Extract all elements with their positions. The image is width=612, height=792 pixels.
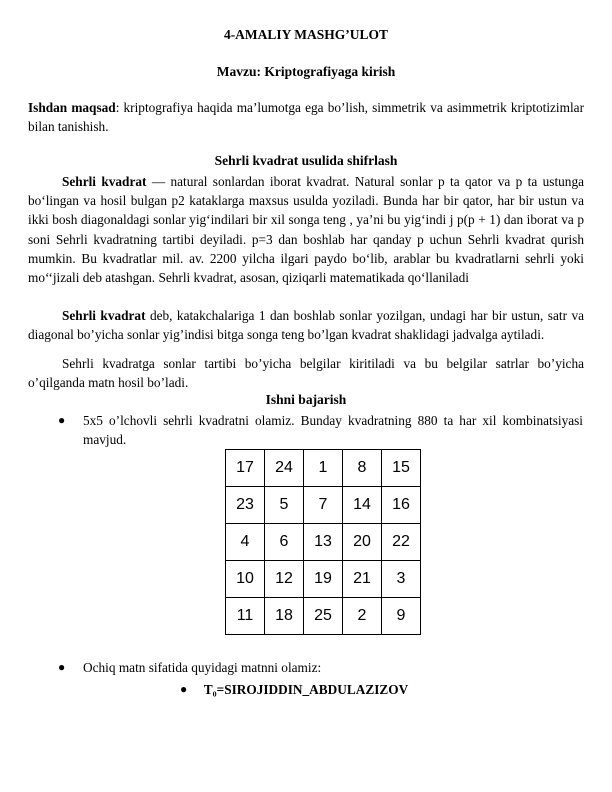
table-cell: 24 — [265, 450, 304, 487]
paragraph-encoding: Sehrli kvadratga sonlar tartibi bo’yicha belgilar kiritiladi va bu belgilar satrlar bo’yicha o’qilganda matn hosil bo’ladi. — [28, 356, 584, 391]
table-cell: 22 — [382, 524, 421, 561]
section-title-magic-square: Sehrli kvadrat usulida shifrlash — [214, 153, 398, 168]
table-cell: 20 — [343, 524, 382, 561]
table-cell: 3 — [382, 561, 421, 598]
table-cell: 19 — [304, 561, 343, 598]
table-cell: 5 — [265, 487, 304, 524]
table-cell: 23 — [226, 487, 265, 524]
table-cell: 2 — [343, 598, 382, 635]
term-sehrli-kvadrat: Sehrli kvadrat — [62, 174, 147, 189]
goal-label: Ishdan maqsad — [28, 100, 116, 115]
table-row — [226, 524, 421, 561]
table-cell: 21 — [343, 561, 382, 598]
table-cell: 17 — [226, 450, 265, 487]
table-cell: 14 — [343, 487, 382, 524]
table-row — [226, 487, 421, 524]
table-row — [226, 598, 421, 635]
table-cell: 12 — [265, 561, 304, 598]
paragraph-table-definition — [28, 306, 584, 344]
definition-text: — natural sonlardan iborat kvadrat. Natural sonlar p ta qator va p ta ustunga bo‘lingan va hosil bulgan p2 kataklarga maxsus usulda yoziladi. Bunda har bir qator, har bir ustun va ikki bosh diagonaldagi sonlar yig‘indilari bir xil songa teng , ya’ni bu yig‘indi j p(p + 1) dan iborat va p soni Sehrli kvadratning tartibi deyiladi. p=3 dan boshlab har qanday p uchun Sehrli kvadrat qurish mumkin. Bu kvadratlar mil. av. 2200 yilcha ilgari paydo bo‘lib, arablar bu kvadratlarni sehrli yoki mo‘‘jizali deb atashgan. Sehrli kvadrat, asosan, qiziqarli matematikada qo‘llaniladi — [28, 174, 585, 286]
bullet-icon: ● — [58, 660, 66, 674]
document-title: 4-AMALIY MASHG’ULOT — [223, 27, 389, 42]
table-row — [226, 561, 421, 598]
table-cell: 18 — [265, 598, 304, 635]
plaintext-row — [0, 682, 612, 698]
table-cell: 1 — [304, 450, 343, 487]
table-cell: 13 — [304, 524, 343, 561]
table-cell: 8 — [343, 450, 382, 487]
bullet-text-plaintext: Ochiq matn sifatida quyidagi matnni olamiz: — [83, 660, 322, 675]
section-title-work: Ishni bajarish — [265, 392, 347, 407]
paragraph-definition — [28, 172, 584, 287]
bullet-text-square: 5x5 o’lchovli sehrli kvadratni olamiz. Bunday kvadratning 880 ta har xil kombinatsiyasi mavjud. — [83, 413, 583, 448]
table-cell: 16 — [382, 487, 421, 524]
goal-paragraph — [28, 98, 584, 136]
table-cell: 25 — [304, 598, 343, 635]
table-row — [226, 450, 421, 487]
bullet-icon: ● — [180, 682, 188, 696]
bullet-icon: ● — [58, 413, 66, 427]
plaintext-value: T₀=SIROJIDDIN_ABDULAZIZOV — [203, 682, 409, 697]
table-cell: 7 — [304, 487, 343, 524]
table-cell: 15 — [382, 450, 421, 487]
table-definition-text: deb, katakchalariga 1 dan boshlab sonlar yozilgan, undagi har bir ustun, satr va diagonal bo’yicha sonlar yig’indisi bitga songa teng bo’lgan kvadrat shaklidagi jadvalga aytiladi. — [28, 308, 584, 343]
document-subject: Mavzu: Kriptografiyaga kirish — [216, 64, 396, 79]
term-sehrli-kvadrat-2: Sehrli kvadrat — [62, 308, 146, 323]
magic-square-table — [225, 449, 421, 635]
table-cell: 10 — [226, 561, 265, 598]
table-cell: 6 — [265, 524, 304, 561]
table-cell: 11 — [226, 598, 265, 635]
goal-text: : kriptografiya haqida ma’lumotga ega bo’lish, simmetrik va asimmetrik kriptotizimlar bilan tanishish. — [28, 100, 584, 135]
table-cell: 9 — [382, 598, 421, 635]
table-cell: 4 — [226, 524, 265, 561]
